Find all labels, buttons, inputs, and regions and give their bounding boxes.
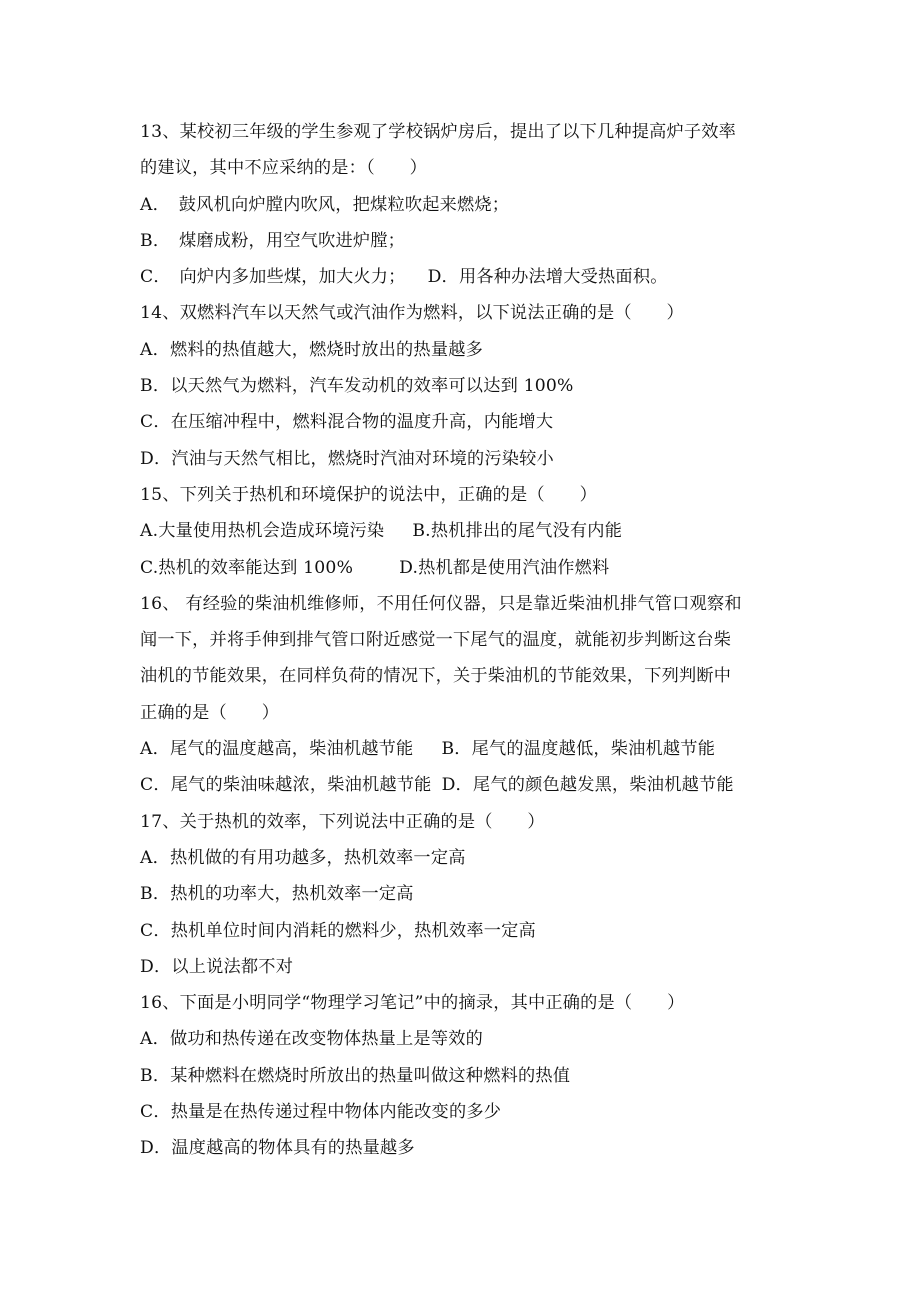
- q15-option-a: A.大量使用热机会造成环境污染: [140, 521, 385, 542]
- q14-option-a: A．燃料的热值越大，燃烧时放出的热量越多: [140, 339, 483, 360]
- q17-option-b: B．热机的功率大，热机效率一定高: [140, 884, 414, 905]
- q16a-stem-line2: 闻一下，并将手伸到排气管口附近感觉一下尾气的温度，就能初步判断这台柴: [140, 630, 732, 651]
- q16a-option-a: A．尾气的温度越高，柴油机越节能: [140, 739, 414, 760]
- q16a-option-d: D．尾气的颜色越发黑，柴油机越节能: [441, 775, 734, 796]
- q15-option-c: C.热机的效率能达到 100%: [140, 557, 354, 578]
- q16b-option-d: D．温度越高的物体具有的热量越多: [140, 1138, 415, 1159]
- q16b-option-b: B．某种燃料在燃烧时所放出的热量叫做这种燃料的热值: [140, 1065, 571, 1086]
- q13-stem-line2: 的建议，其中不应采纳的是：（ ）: [140, 158, 427, 179]
- q14-option-d: D．汽油与天然气相比，燃烧时汽油对环境的污染较小: [140, 448, 554, 469]
- q13-option-a: A． 鼓风机向炉膛内吹风，把煤粒吹起来燃烧；: [140, 194, 510, 215]
- q13-stem-line1: 13、某校初三年级的学生参观了学校锅炉房后，提出了以下几种提高炉子效率: [140, 122, 737, 142]
- q17-stem: 17、关于热机的效率，下列说法中正确的是（ ）: [140, 811, 545, 832]
- q15-stem: 15、下列关于热机和环境保护的说法中，正确的是（ ）: [140, 484, 597, 505]
- q15-options-ab: [140, 513, 800, 549]
- q13-option-b: B． 煤磨成粉，用空气吹进炉膛；: [140, 230, 406, 251]
- q14-option-b: B．以天然气为燃料，汽车发动机的效率可以达到 100%: [140, 376, 574, 397]
- q16a-options-ab: [140, 731, 800, 767]
- question-text-block: [140, 114, 800, 1167]
- q15-option-b: B.热机排出的尾气没有内能: [412, 521, 623, 542]
- q16a-stem-line3: 油机的节能效果，在同样负荷的情况下，关于柴油机的节能效果，下列判断中: [140, 666, 732, 687]
- q15-options-cd: [140, 550, 800, 586]
- q17-option-c: C．热机单位时间内消耗的燃料少，热机效率一定高: [140, 920, 536, 941]
- q16a-option-c: C．尾气的柴油味越浓，柴油机越节能: [140, 775, 432, 796]
- q17-option-a: A．热机做的有用功越多，热机效率一定高: [140, 847, 466, 868]
- q16b-option-c: C．热量是在热传递过程中物体内能改变的多少: [140, 1102, 502, 1123]
- q14-stem: 14、双燃料汽车以天然气或汽油作为燃料，以下说法正确的是（ ）: [140, 303, 684, 324]
- q13-options-cd: [140, 259, 800, 295]
- q16b-option-a: A．做功和热传递在改变物体热量上是等效的: [140, 1029, 483, 1050]
- q16a-stem-line1: 16、 有经验的柴油机维修师，不用任何仪器，只是靠近柴油机排气管口观察和: [140, 593, 742, 614]
- q13-option-c: C． 向炉内多加些煤，加大火力；: [140, 267, 406, 288]
- q15-option-d: D.热机都是使用汽油作燃料: [399, 557, 610, 578]
- q16a-options-cd: [140, 767, 800, 803]
- q16a-stem-line4: 正确的是（ ）: [140, 702, 280, 723]
- q16a-option-b: B．尾气的温度越低，柴油机越节能: [441, 739, 716, 760]
- q14-option-c: C．在压缩冲程中，燃料混合物的温度升高，内能增大: [140, 412, 554, 433]
- q13-option-d: D．用各种办法增大受热面积。: [427, 267, 668, 288]
- q16b-stem: 16、下面是小明同学“物理学习笔记”中的摘录，其中正确的是（ ）: [140, 993, 685, 1014]
- q17-option-d: D．以上说法都不对: [140, 956, 294, 977]
